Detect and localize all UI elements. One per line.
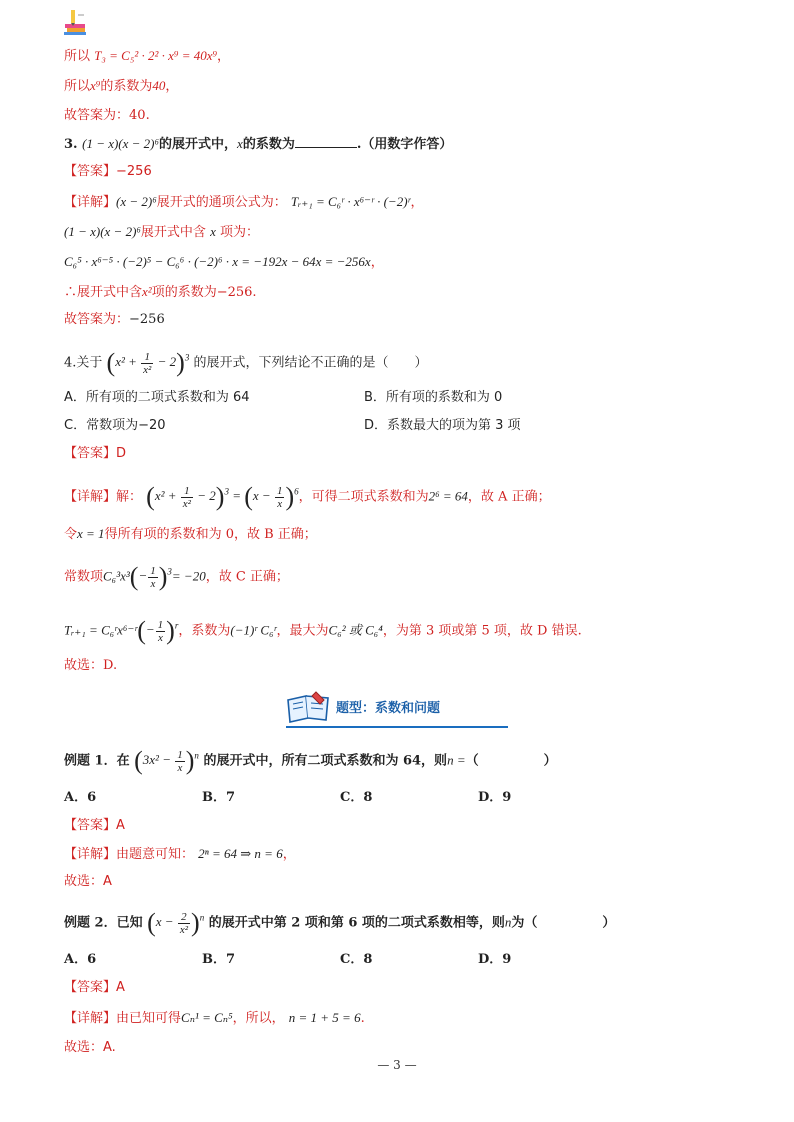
formula: x — [210, 224, 216, 239]
formula: (− $\frac{1}{x}$ )$^r$ — [137, 616, 179, 646]
detail-line-1 — [64, 844, 296, 865]
formula: (− $\frac{1}{x}$ )$^3$ — [129, 562, 172, 592]
formula: n — [504, 914, 512, 930]
text: 的系数为 — [100, 79, 153, 94]
text: ， — [410, 195, 424, 210]
question-number: 4.关于 — [64, 355, 103, 371]
text: 常数项 — [64, 569, 104, 585]
text: 解： — [116, 489, 143, 505]
option-b: B．所有项的系数和为 0 — [364, 390, 503, 405]
text: ， — [282, 847, 296, 862]
text: 为（ ） — [511, 915, 616, 931]
formula: x = 1 — [77, 526, 105, 541]
question-4 — [64, 348, 427, 376]
text: 项为： — [220, 225, 260, 240]
text: ， — [217, 49, 231, 64]
text: 得所有项的系数和为 0，故 B 正确； — [104, 527, 317, 542]
formula: (−1)ʳ C₆ʳ — [230, 622, 277, 638]
text: ，所以， — [232, 1011, 285, 1026]
answer-tag: 【答案】 — [64, 446, 117, 461]
value: −256 — [129, 312, 165, 327]
option-a: A．6 — [64, 952, 97, 967]
formula: (x² + $\frac{1}{\text{x²}}$ − 2)$^3$ — [106, 348, 190, 378]
option-d: D．9 — [478, 952, 512, 967]
detail-tag: 【详解】 — [64, 195, 117, 210]
section-title: 题型：系数和问题 — [336, 701, 441, 716]
detail-line-1 — [64, 192, 423, 213]
detail-line-2 — [64, 524, 317, 545]
formula: x⁹ — [90, 78, 101, 93]
question-3 — [64, 134, 452, 155]
pencil-books-icon — [62, 8, 90, 36]
formula: (3x² − $\frac{1}{x}$ )$^n$ — [134, 746, 199, 776]
text: ，故 A 正确； — [467, 489, 551, 505]
text: . — [360, 1011, 365, 1026]
detail-line-5 — [64, 310, 165, 330]
formula: = −20 — [171, 568, 206, 584]
answer-line — [64, 162, 152, 182]
text: 所以 — [64, 49, 91, 64]
line-coef — [64, 76, 178, 97]
formula: C₆⁵ · x⁶⁻⁵ · (−2)⁵ − C₆⁶ · (−2)⁶ · x = −192x − 64x = −256x — [64, 254, 371, 269]
answer-line — [64, 444, 126, 464]
formula: 2ⁿ = 64 ⇒ n = 6 — [198, 846, 283, 861]
text: 项的系数为−256. — [151, 285, 257, 300]
detail-tag: 【详解】 — [64, 847, 117, 862]
formula: (1 − x)(x − 2)⁶ — [82, 136, 160, 151]
answer-tag: 【答案】 — [64, 164, 117, 179]
option-a: A．所有项的二项式系数和为 64 — [64, 390, 250, 405]
option-c: C．8 — [340, 952, 373, 967]
text: . — [145, 108, 150, 123]
formula: T₃ = C₅² · 2² · x⁹ = 40x⁹ — [94, 48, 218, 63]
formula: Tᵣ₊₁ = C₆ʳx⁶⁻ʳ — [64, 622, 138, 638]
formula: x² — [142, 284, 152, 299]
detail-line-5 — [64, 656, 117, 676]
text: 令 — [64, 527, 78, 542]
detail-line-4 — [64, 282, 257, 303]
answer-line — [64, 978, 125, 998]
section-header — [286, 688, 508, 728]
detail-line-3 — [64, 252, 384, 273]
formula: Cₙ¹ = Cₙ⁵ — [181, 1010, 233, 1025]
answer-value: D — [116, 446, 127, 461]
text: ，为第 3 项或第 5 项，故 D 错误. — [382, 623, 582, 639]
text: .（用数字作答） — [356, 137, 453, 152]
formula: C₆² 或 C₆⁴ — [328, 622, 383, 638]
text: ，系数为 — [178, 623, 231, 639]
text: 的展开式中， — [159, 137, 238, 152]
formula: (1 − x)(x − 2)⁶ — [64, 224, 141, 239]
option-c: C．8 — [340, 790, 373, 805]
line-t3 — [64, 46, 230, 67]
formula: (x − 2)⁶ — [116, 194, 157, 209]
text: 由已知可得 — [116, 1011, 182, 1026]
value: 40 — [129, 108, 146, 123]
option-d: D．系数最大的项为第 3 项 — [364, 418, 521, 433]
page-number: — 3 — — [377, 1058, 417, 1072]
section-underline — [286, 726, 508, 728]
text: 所以 — [64, 79, 91, 94]
text: ， — [370, 255, 384, 270]
text: 的展开式中第 2 项和第 6 项的二项式系数相等，则 — [208, 915, 505, 931]
answer-blank — [295, 135, 357, 148]
example-2 — [64, 908, 615, 936]
detail-line-3 — [64, 562, 289, 590]
option-b: B．7 — [202, 952, 236, 967]
detail-line-1 — [64, 482, 551, 510]
formula: C₆³x³ — [103, 568, 130, 584]
formula: Tᵣ₊₁ = C₆ʳ · x⁶⁻ʳ · (−2)ʳ — [290, 194, 411, 209]
formula: (x − $\frac{2}{\text{x²}}$ )$^n$ — [147, 908, 205, 938]
detail-line-1 — [64, 1008, 365, 1029]
text: 故选：D. — [64, 658, 118, 673]
logo — [62, 8, 90, 36]
example-title: 例题 1．在 — [64, 753, 130, 769]
text: 的展开式，下列结论不正确的是（ ） — [193, 355, 428, 371]
option-b: B．7 — [202, 790, 236, 805]
text: 故答案为： — [64, 108, 130, 123]
text: 故答案为： — [64, 312, 130, 327]
option-a: A．6 — [64, 790, 97, 805]
detail-line-2 — [64, 222, 259, 243]
value: 40 — [152, 78, 166, 93]
text: （ ） — [465, 753, 557, 769]
answer-value: A — [116, 980, 125, 995]
question-number: 3. — [64, 137, 78, 152]
detail-line-2 — [64, 1038, 116, 1058]
text: 展开式中含 — [140, 225, 206, 240]
answer-value: −256 — [116, 164, 152, 179]
text: ，故 C 正确； — [205, 569, 289, 585]
text: ，最大为 — [276, 623, 329, 639]
detail-line-2 — [64, 872, 112, 892]
text: 由题意可知： — [116, 847, 195, 862]
text: ∴展开式中含 — [64, 285, 143, 300]
answer-line — [64, 816, 125, 836]
text: 的系数为 — [242, 137, 295, 152]
example-1 — [64, 746, 557, 774]
example-title: 例题 2．已知 — [64, 915, 143, 931]
line-answer — [64, 106, 150, 126]
option-d: D．9 — [478, 790, 512, 805]
answer-tag: 【答案】 — [64, 818, 117, 833]
formula: (x² + $\frac{1}{\text{x²}}$ − 2)$^3$ = (x − $\frac{1}{x}$ )$^6$ — [146, 482, 299, 512]
text: ，可得二项式系数和为 — [298, 489, 429, 505]
text: 展开式的通项公式为： — [156, 195, 287, 210]
text: ， — [165, 79, 179, 94]
detail-tag: 【详解】 — [64, 489, 117, 505]
text: 故选：A. — [64, 1040, 116, 1055]
detail-tag: 【详解】 — [64, 1011, 117, 1026]
book-pen-icon — [286, 690, 330, 724]
detail-line-4 — [64, 616, 582, 644]
formula: 2⁶ = 64 — [428, 488, 468, 504]
answer-value: A — [116, 818, 125, 833]
formula: n = 1 + 5 = 6 — [288, 1010, 361, 1025]
text: 故选：A — [64, 874, 112, 889]
formula: n = — [447, 752, 466, 768]
formula: x — [237, 136, 243, 151]
text: 的展开式中，所有二项式系数和为 64，则 — [203, 753, 448, 769]
option-c: C．常数项为−20 — [64, 418, 166, 433]
answer-tag: 【答案】 — [64, 980, 117, 995]
